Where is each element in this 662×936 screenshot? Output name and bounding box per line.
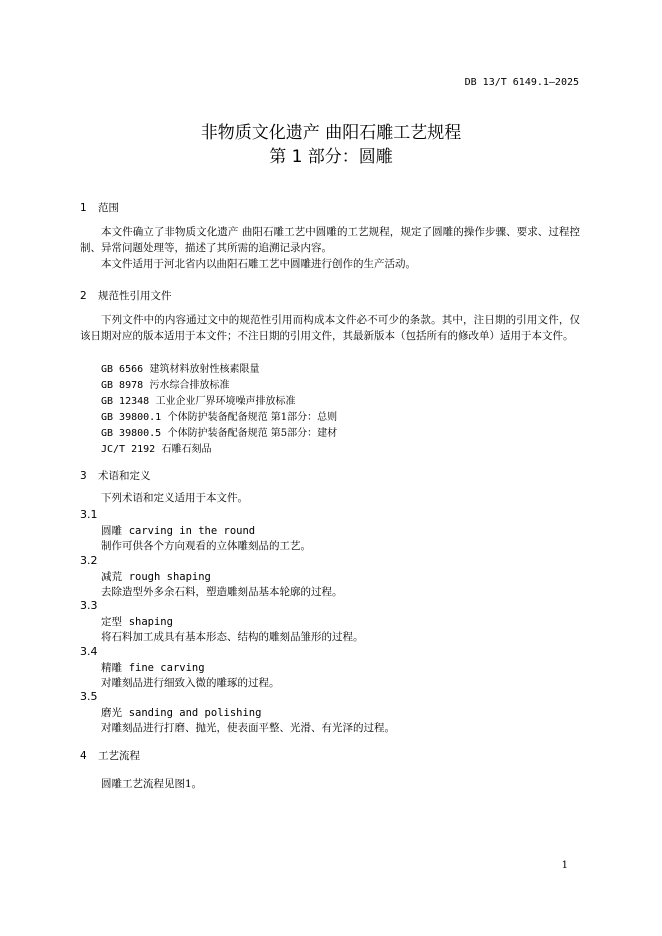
term-entry: 精雕 fine carving bbox=[101, 662, 205, 674]
term-entry: 磨光 sanding and polishing bbox=[101, 707, 262, 719]
section-heading-references bbox=[80, 288, 172, 303]
scope-paragraph-2: 本文件适用于河北省内以曲阳石雕工艺中圆雕进行创作的生产活动。 bbox=[101, 258, 416, 270]
section-number: 4 bbox=[80, 750, 87, 762]
references-intro: 下列文件中的内容通过文中的规范性引用而构成本文件必不可少的条款。其中，注日期的引用文件，仅该日期对应的版本适用于本文件；不注日期的引用文件，其最新版本（包括所有的修改单）适用于本文件。 bbox=[80, 314, 580, 342]
reference-item: GB 12348 工业企业厂界环境噪声排放标准 bbox=[101, 396, 296, 407]
term-entry: 圆雕 carving in the round bbox=[101, 525, 256, 537]
terms-intro: 下列术语和定义适用于本文件。 bbox=[101, 492, 248, 504]
term-definition: 去除造型外多余石料，塑造雕刻品基本轮廓的过程。 bbox=[101, 586, 343, 598]
document-title: 非物质文化遗产 曲阳石雕工艺规程 bbox=[200, 123, 462, 143]
section-number: 3 bbox=[80, 470, 87, 482]
reference-item: GB 6566 建筑材料放射性核素限量 bbox=[101, 364, 260, 375]
term-number: 3.3 bbox=[80, 599, 98, 612]
document-subtitle: 第 1 部分：圆雕 bbox=[269, 147, 393, 167]
section-heading-scope bbox=[80, 200, 119, 215]
term-number: 3.5 bbox=[80, 690, 98, 703]
scope-paragraph-1: 本文件确立了非物质文化遗产 曲阳石雕工艺中圆雕的工艺规程，规定了圆雕的操作步骤、要求、过程控制、异常问题处理等，描述了其所需的追溯记录内容。 bbox=[80, 226, 580, 254]
term-definition: 制作可供各个方向观看的立体雕刻品的工艺。 bbox=[101, 540, 311, 552]
term-definition: 对雕刻品进行打磨、抛光，使表面平整、光滑、有光泽的过程。 bbox=[101, 722, 395, 734]
section-heading-terms bbox=[80, 468, 151, 483]
term-number: 3.4 bbox=[80, 645, 98, 658]
term-definition: 将石料加工成具有基本形态、结构的雕刻品雏形的过程。 bbox=[101, 631, 364, 643]
section-title: 规范性引用文件 bbox=[98, 290, 172, 302]
term-entry: 定型 shaping bbox=[101, 616, 173, 628]
reference-item: GB 8978 污水综合排放标准 bbox=[101, 380, 230, 391]
term-entry: 减荒 rough shaping bbox=[101, 571, 211, 583]
section-title: 范围 bbox=[98, 202, 119, 214]
page-number: 1 bbox=[561, 860, 568, 871]
section-number: 2 bbox=[80, 290, 87, 302]
section-title: 术语和定义 bbox=[98, 470, 151, 482]
section-number: 1 bbox=[80, 202, 87, 214]
section-heading-process bbox=[80, 748, 140, 763]
document-code: DB 13/T 6149.1—2025 bbox=[464, 77, 579, 88]
reference-item: GB 39800.5 个体防护装备配备规范 第5部分：建材 bbox=[101, 428, 338, 439]
term-number: 3.1 bbox=[80, 508, 98, 521]
reference-item: JC/T 2192 石雕石刻品 bbox=[101, 444, 212, 455]
reference-item: GB 39800.1 个体防护装备配备规范 第1部分：总则 bbox=[101, 412, 338, 423]
process-paragraph: 圆雕工艺流程见图1。 bbox=[101, 778, 203, 790]
section-title: 工艺流程 bbox=[98, 750, 140, 762]
term-number: 3.2 bbox=[80, 554, 98, 567]
term-definition: 对雕刻品进行细致入微的雕琢的过程。 bbox=[101, 677, 280, 689]
